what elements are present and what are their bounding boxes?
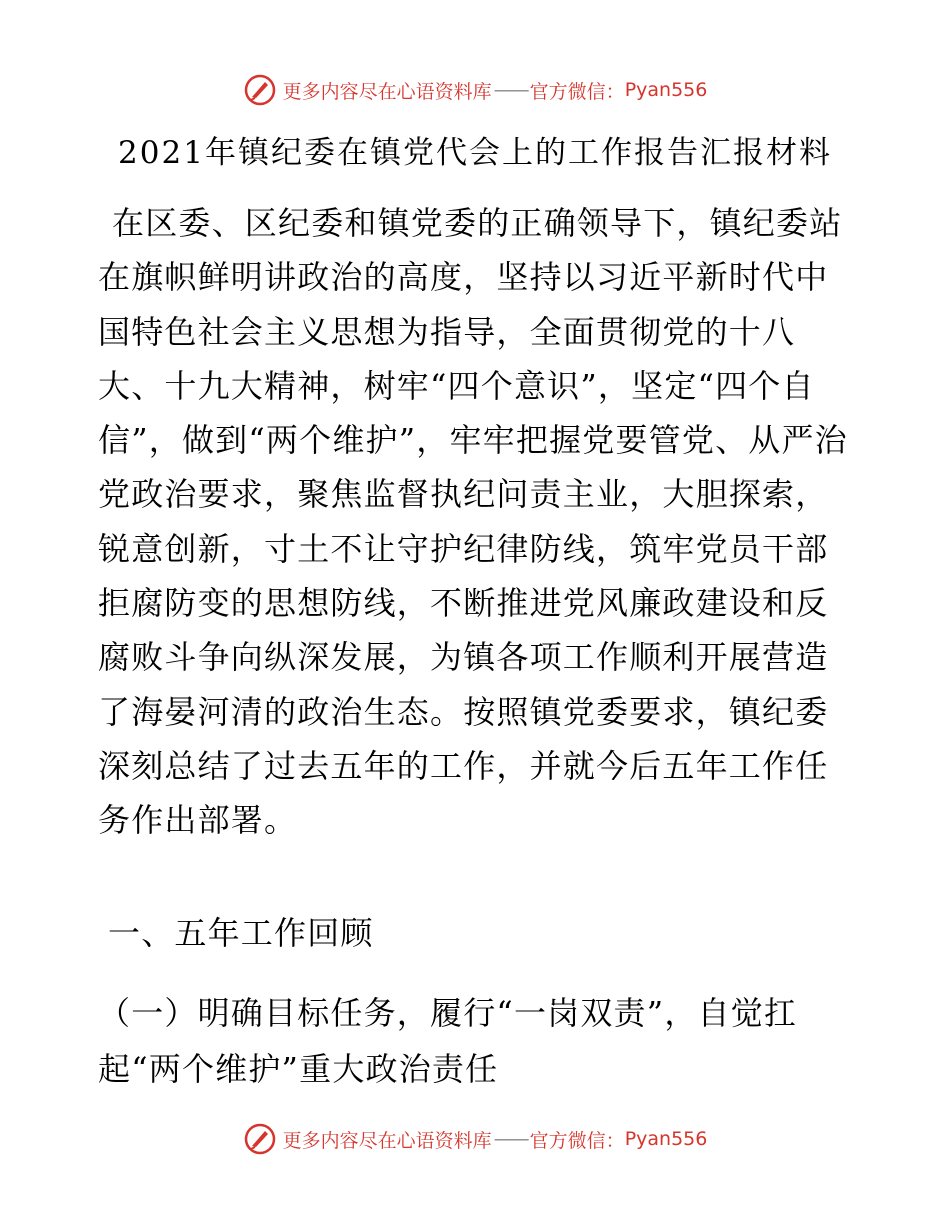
watermark-site-text: 更多内容尽在心语资料库	[282, 80, 492, 103]
watermark-wechat-label: 官方微信：	[529, 1129, 625, 1152]
watermark-wechat-id: Pyan556	[624, 1128, 708, 1150]
section-heading: 一、五年工作回顾	[108, 914, 374, 952]
watermark-wechat-label: 官方微信：	[529, 80, 625, 103]
quill-logo-icon	[243, 73, 277, 107]
watermark-banner-top	[0, 70, 950, 110]
quill-logo-icon	[243, 1122, 277, 1156]
watermark-separator: ——	[493, 79, 528, 101]
watermark-site-text: 更多内容尽在心语资料库	[282, 1129, 492, 1152]
watermark-wechat-id: Pyan556	[624, 79, 708, 101]
subsection-heading: （一）明确目标任务，履行“一岗双责”，自觉扛起“两个维护”重大政治责任	[98, 994, 798, 1088]
document-title: 2021年镇纪委在镇党代会上的工作报告汇报材料	[118, 135, 832, 171]
watermark-banner-bottom	[0, 1119, 950, 1159]
intro-paragraph: 在区委、区纪委和镇党委的正确领导下，镇纪委站在旗帜鲜明讲政治的高度，坚持以习近平新时代中国特色社会主义思想为指导，全面贯彻党的十八大、十九大精神，树牢“四个意识”，坚定“四个自信”，做到“两个维护”，牢牢把握党要管党、从严治党政治要求，聚焦监督执纪问责主业，大胆探索，锐意创新，寸土不让守护纪律防线，筑牢党员干部拒腐防变的思想防线，不断推进党风廉政建设和反腐败斗争向纵深发展，为镇各项工作顺利开展营造了海晏河清的政治生态。按照镇党委要求，镇纪委深刻总结了过去五年的工作，并就今后五年工作任务作出部署。	[98, 204, 848, 840]
watermark-separator: ——	[493, 1128, 528, 1150]
